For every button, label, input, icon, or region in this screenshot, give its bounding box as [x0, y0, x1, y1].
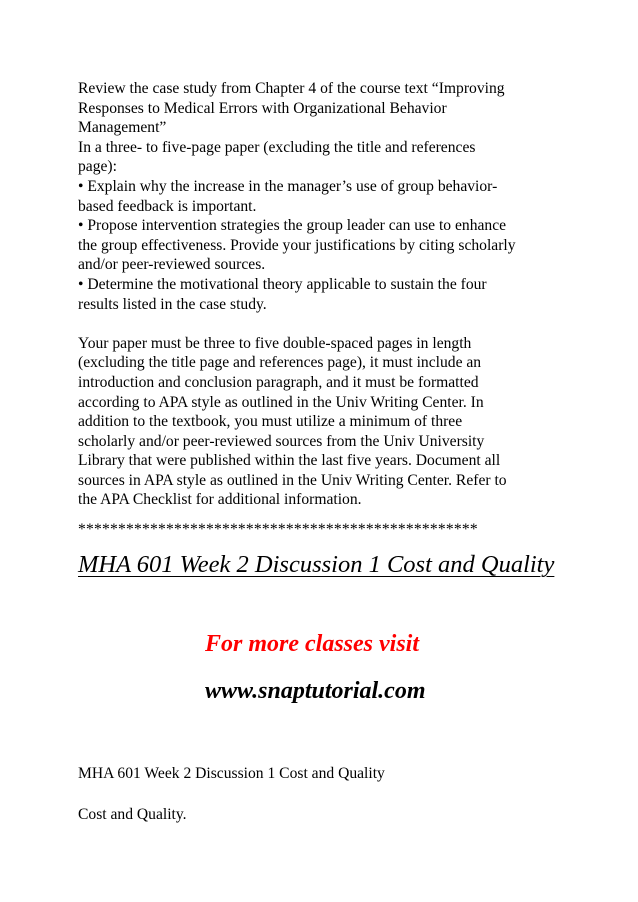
instruction-line: • Determine the motivational theory applicable to sustain the four	[78, 275, 487, 293]
instruction-line: based feedback is important.	[78, 197, 257, 215]
instruction-line: In a three- to five-page paper (excluding the title and references	[78, 138, 476, 156]
instruction-line: • Propose intervention strategies the group leader can use to enhance	[78, 217, 507, 235]
requirements-line: addition to the textbook, you must utilize a minimum of three	[78, 413, 463, 431]
instruction-line: page):	[78, 158, 117, 176]
paragraph-gap	[78, 314, 578, 334]
footer-subtitle: Cost and Quality.	[78, 806, 187, 823]
instruction-line: and/or peer-reviewed sources.	[78, 256, 266, 274]
footer-title: MHA 601 Week 2 Discussion 1 Cost and Quality	[78, 765, 385, 782]
instruction-line: Review the case study from Chapter 4 of the course text “Improving	[78, 80, 505, 97]
instruction-line: • Explain why the increase in the manager’s use of group behavior-	[78, 177, 498, 195]
instruction-line: Responses to Medical Errors with Organizational Behavior	[78, 99, 447, 117]
requirements-line: the APA Checklist for additional information.	[78, 491, 362, 509]
separator-line: **************************************************	[78, 521, 478, 538]
requirements-line: sources in APA style as outlined in the Univ Writing Center. Refer to	[78, 471, 507, 489]
promo-text: For more classes visit	[205, 631, 419, 657]
assignment-instructions	[78, 79, 578, 510]
requirements-line: (excluding the title page and references page), it must include an	[78, 354, 482, 372]
requirements-line: scholarly and/or peer-reviewed sources from the Univ University	[78, 432, 485, 450]
instruction-line: Management”	[78, 119, 167, 137]
next-assignment-title: MHA 601 Week 2 Discussion 1 Cost and Quality	[78, 551, 555, 578]
instruction-line: results listed in the case study.	[78, 295, 267, 313]
requirements-line: introduction and conclusion paragraph, and it must be formatted	[78, 373, 479, 391]
requirements-line: Library that were published within the last five years. Document all	[78, 452, 501, 470]
promo-url-link[interactable]: www.snaptutorial.com	[205, 678, 426, 704]
instruction-line: the group effectiveness. Provide your justifications by citing scholarly	[78, 236, 516, 254]
requirements-line: according to APA style as outlined in the Univ Writing Center. In	[78, 393, 484, 411]
requirements-line: Your paper must be three to five double-spaced pages in length	[78, 334, 472, 352]
